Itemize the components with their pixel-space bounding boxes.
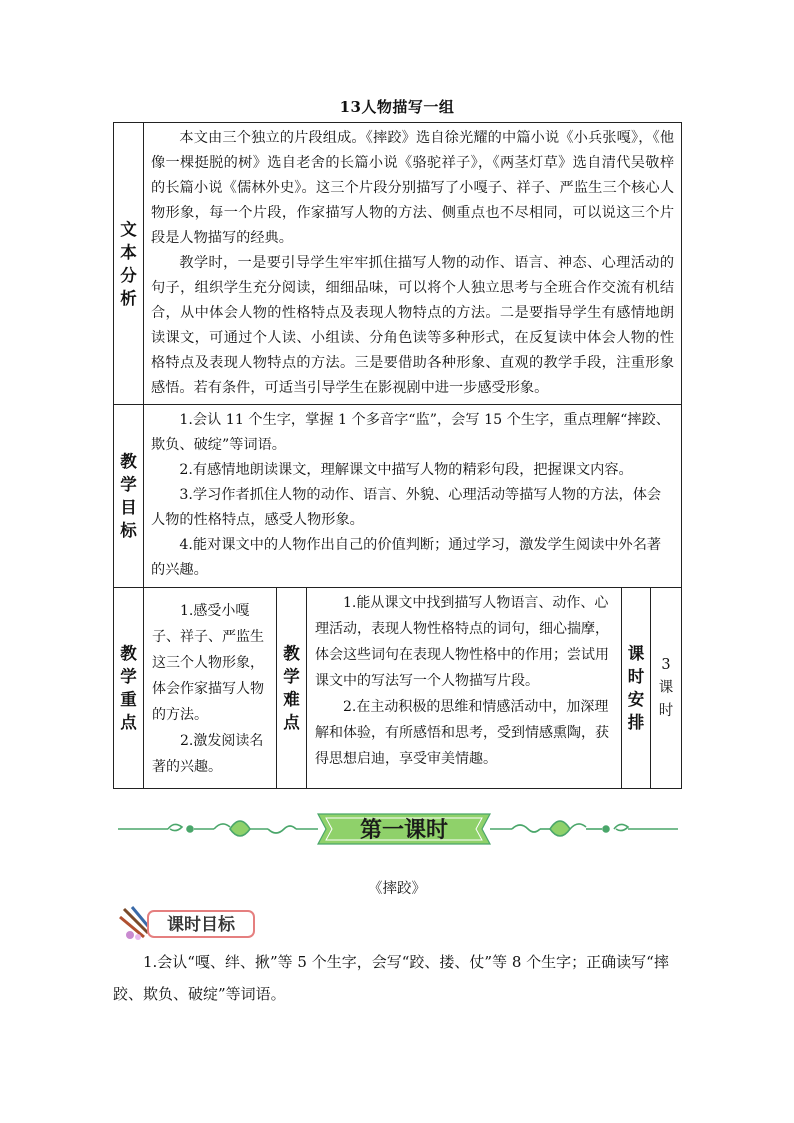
analysis-paragraph: 教学时，一是要引导学生牢牢抓住描写人物的动作、语言、神态、心理活动的句子，组织学生充分阅读，细细品味，可以将个人独立思考与全班合作交流有机结合，从中体会人物的性格特点及表现人物特点的方法。二是要指导学生有感情地朗读课文，可通过个人读、小组读、分角色读等多种形式，在反复读中体会人物的性格特点及表现人物特点的方法。三是要借助各种形象、直观的教学手段，注重形象感悟。若有条件，可适当引导学生在影视剧中进一步感受形象。: [151, 255, 675, 396]
row-key-points: [114, 588, 682, 789]
section-subtitle: 《摔跤》: [368, 881, 426, 897]
row-teaching-goals: [114, 405, 682, 588]
label-teaching-goals: 教 学 目 标: [114, 405, 144, 588]
goal-item: 4.能对课文中的人物作出自己的价值判断；通过学习，激发学生阅读中外名著的兴趣。: [151, 537, 662, 578]
page-title: 13人物描写一组: [339, 98, 455, 116]
schedule-value: 3 课 时: [651, 588, 682, 789]
right-vine-ornament: [490, 821, 678, 836]
label-key-points: 教 学 重 点: [114, 588, 144, 789]
goal-item: 1.会认 11 个生字，掌握 1 个多音字“监”，会写 15 个生字，重点理解“摔跤、欺负、破绽”等词语。: [151, 412, 670, 453]
goal-item: 2.有感情地朗读课文，理解课文中描写人物的精彩句段，把握课文内容。: [179, 462, 633, 478]
banner-text: 第一课时: [359, 817, 449, 843]
goal-item: 3.学习作者抓住人物的动作、语言、外貌、心理活动等描写人物的方法，体会人物的性格特点，感受人物形象。: [151, 487, 662, 528]
label-difficulties: 教 学 难 点: [277, 588, 307, 789]
teaching-goals-content: [144, 405, 682, 588]
difficulty-item: 1.能从课文中找到描写人物语言、动作、心理活动，表现人物性格特点的词句，细心揣摩，体会这些词句在表现人物性格中的作用；尝试用课文中的写法写一个人物描写片段。: [315, 595, 609, 689]
lesson-goal-tag: [118, 903, 260, 943]
difficulties-content: [307, 588, 622, 789]
section-banner: [118, 806, 678, 852]
left-vine-ornament: [118, 821, 318, 836]
key-points-content: [144, 588, 277, 789]
lesson-plan-table: [113, 122, 682, 789]
difficulty-item: 2.在主动积极的思维和情感活动中，加深理解和体验，有所感悟和思考，受到情感熏陶，获得思想启迪，享受审美情趣。: [315, 699, 609, 767]
lesson-goal: [113, 946, 681, 1010]
label-text-analysis: 文 本 分 析: [114, 123, 144, 405]
label-schedule: 课 时 安 排: [622, 588, 651, 789]
lesson-goal-text: 1.会认“嘎、绊、揪”等 5 个生字，会写“跤、搂、仗”等 8 个生字；正确读写“摔跤、欺负、破绽”等词语。: [113, 953, 669, 1003]
key-point-item: 1.感受小嘎子、祥子、严监生这三个人物形象，体会作家描写人物的方法。: [152, 603, 264, 723]
key-point-item: 2.激发阅读名著的兴趣。: [152, 733, 264, 775]
tag-text: 课时目标: [167, 915, 235, 935]
row-text-analysis: [114, 123, 682, 405]
analysis-paragraph: 本文由三个独立的片段组成。《摔跤》选自徐光耀的中篇小说《小兵张嘎》，《他像一棵挺脱的树》选自老舍的长篇小说《骆驼祥子》，《两茎灯草》选自清代吴敬梓的长篇小说《儒林外史》。这三个片段分别描写了小嘎子、祥子、严监生三个核心人物形象，每一个片段，作家描写人物的方法、侧重点也不尽相同，可以说这三个片段是人物描写的经典。: [151, 130, 675, 246]
text-analysis-content: [144, 123, 682, 405]
